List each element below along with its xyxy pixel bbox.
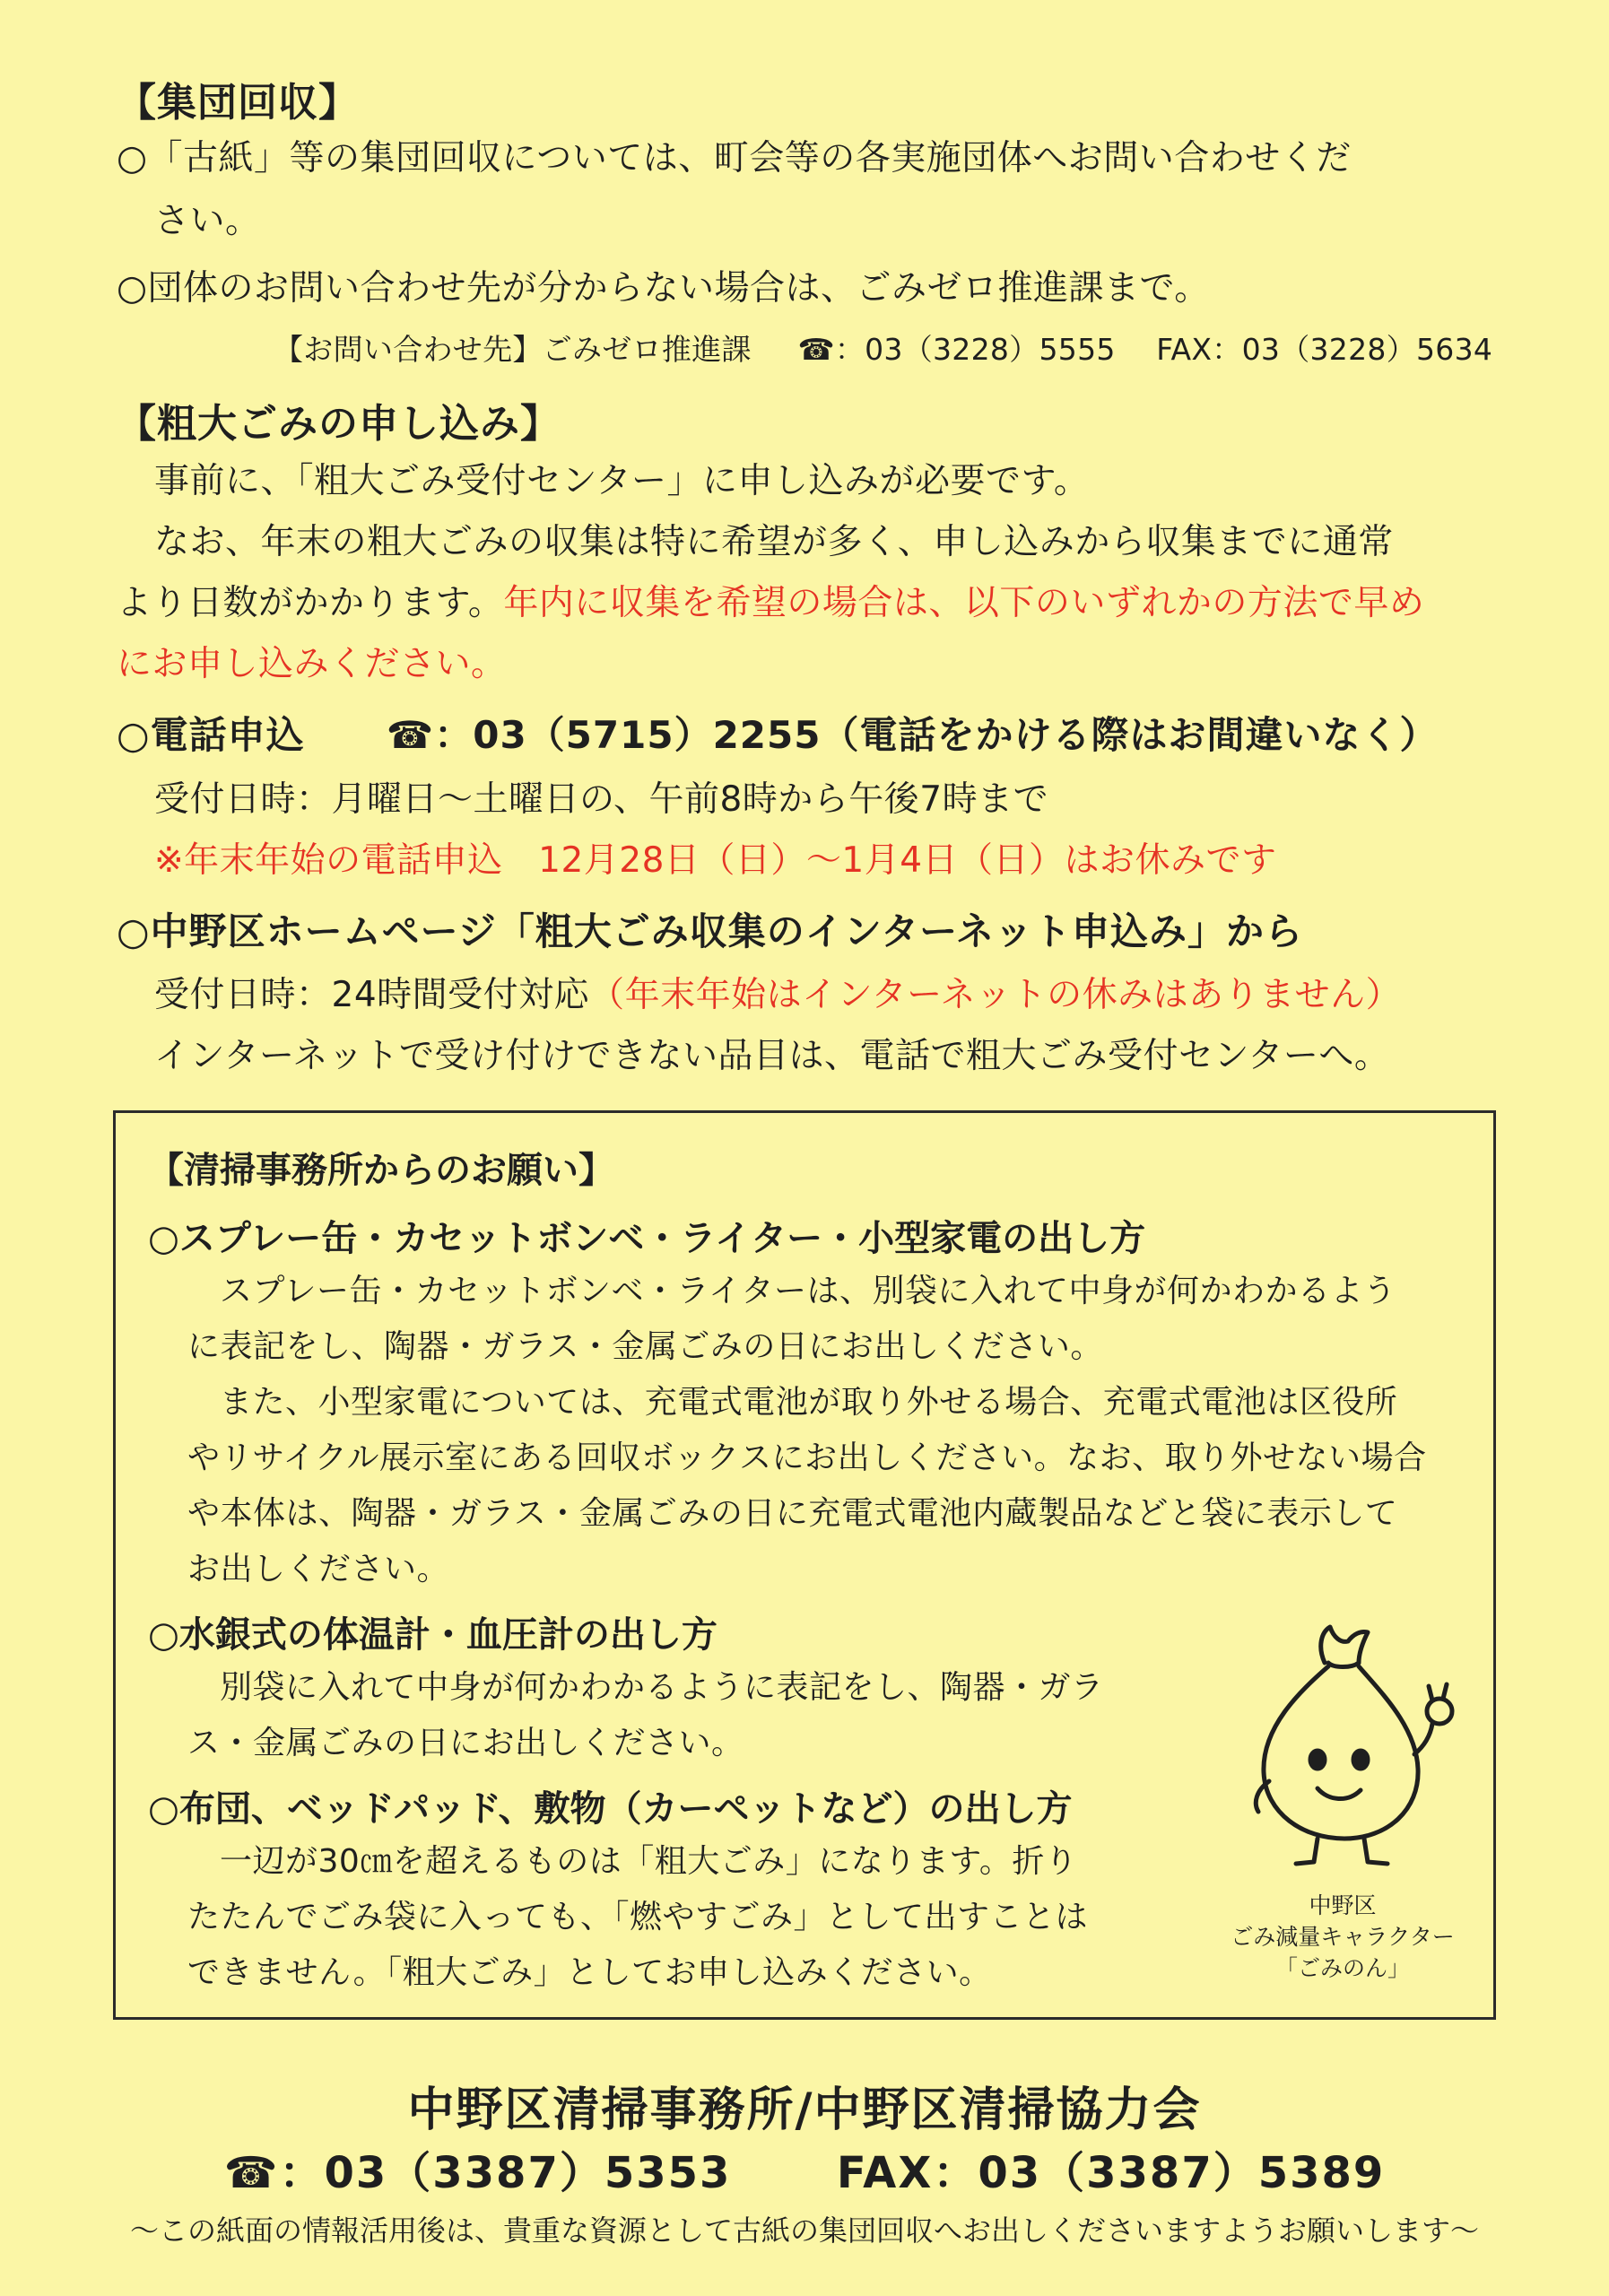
- futon-line2: たたんでごみ袋に入っても、「燃やすごみ」として出すことは: [187, 1899, 1089, 1935]
- phone-hours: 受付日時：月曜日～土曜日の、午前8時から午後7時まで: [154, 779, 1049, 820]
- footer-tel: ：03（3387）5353: [279, 2148, 732, 2198]
- group-collection-line1: ○「古紙」等の集団回収については、町会等の各実施団体へお問い合わせくだ: [117, 138, 1352, 178]
- spray-line5: や本体は、陶器・ガラス・金属ごみの日に充電式電池内蔵製品などと袋に表示して: [187, 1495, 1398, 1532]
- bulky-p2b-text: より日数がかかります。: [117, 583, 504, 623]
- phone-application: [117, 706, 1438, 760]
- mercury-line1: 別袋に入れて中身が何かわかるように表記をし、陶器・ガラ: [220, 1669, 1104, 1706]
- footer-fax: FAX：03（3387）5389: [836, 2148, 1386, 2198]
- requests-box: [113, 1110, 1496, 2020]
- web-holiday-note: （年末年始はインターネットの休みはありません）: [589, 975, 1402, 1015]
- futon-line3: できません。「粗大ごみ」としてお申し込みください。: [187, 1954, 992, 1991]
- phone-icon: ☎: [797, 332, 835, 367]
- mercury-line2: ス・金属ごみの日にお出しください。: [187, 1725, 744, 1761]
- mascot-caption-1: 中野区: [1309, 1892, 1377, 1918]
- bulky-p1: 事前に、「粗大ごみ受付センター」に申し込みが必要です。: [154, 461, 1090, 501]
- phone-icon: ☎: [386, 713, 435, 757]
- contact-fax: FAX：03（3228）5634: [1156, 332, 1493, 367]
- spray-line1: スプレー缶・カセットボンベ・ライターは、別袋に入れて中身が何かわかるよう: [220, 1273, 1396, 1309]
- gominon-mascot-illustration: [1228, 1611, 1461, 1880]
- footer-recycle-note: ～この紙面の情報活用後は、貴重な資源として古紙の集団回収へお出しくださいますようお願いします～: [129, 2213, 1479, 2248]
- web-application-label: ○中野区ホームページ「粗大ごみ収集のインターネット申込み」から: [117, 909, 1304, 953]
- spray-title: ○スプレー缶・カセットボンベ・ライター・小型家電の出し方: [148, 1218, 1146, 1259]
- phone-application-number: ：03（5715）2255（電話をかける際はお間違いなく）: [434, 713, 1439, 757]
- web-limit-note: インターネットで受け付けできない品目は、電話で粗大ごみ受付センターへ。: [154, 1036, 1390, 1076]
- requests-heading: 【清掃事務所からのお願い】: [148, 1150, 614, 1191]
- footer-contact: [0, 2138, 1609, 2200]
- group-collection-line1b: さい。: [154, 201, 261, 241]
- spray-line2: に表記をし、陶器・ガラス・金属ごみの日にお出しください。: [187, 1328, 1103, 1365]
- group-contact-info: [274, 326, 1492, 369]
- mascot-caption-3: 「ごみのん」: [1274, 1955, 1410, 1981]
- bulky-waste-heading: 【粗大ごみの申し込み】: [117, 401, 561, 447]
- bulky-p2c-warning: にお申し込みください。: [117, 644, 507, 684]
- phone-holiday-notice: ※年末年始の電話申込 12月28日（日）～1月4日（日）はお休みです: [154, 840, 1277, 881]
- spray-line6: お出しください。: [187, 1551, 450, 1587]
- spray-line3: また、小型家電については、充電式電池が取り外せる場合、充電式電池は区役所: [220, 1384, 1398, 1421]
- mercury-title: ○水銀式の体温計・血圧計の出し方: [148, 1614, 718, 1656]
- futon-line1: 一辺が30㎝を超えるものは「粗大ごみ」になります。折り: [220, 1843, 1078, 1880]
- web-hours-text: 受付日時：24時間受付対応: [154, 975, 590, 1015]
- phone-icon: ☎: [223, 2148, 280, 2198]
- spray-line4: やリサイクル展示室にある回収ボックスにお出しください。なお、取り外せない場合: [187, 1439, 1427, 1476]
- bulky-p2b: [117, 575, 1424, 625]
- web-hours: [154, 967, 1401, 1017]
- group-collection-heading: 【集団回収】: [117, 80, 359, 126]
- mascot-caption-2: ごみ減量キャラクター: [1231, 1924, 1455, 1950]
- footer-organization: 中野区清掃事務所/中野区清掃協力会: [407, 2083, 1202, 2137]
- group-contact-line: ○団体のお問い合わせ先が分からない場合は、ごみゼロ推進課まで。: [117, 268, 1210, 309]
- phone-application-label: ○電話申込: [117, 713, 305, 757]
- bulky-p2a: なお、年末の粗大ごみの収集は特に希望が多く、申し込みから収集までに通常: [154, 522, 1394, 562]
- contact-tel: ：03（3228）5555: [834, 332, 1116, 367]
- contact-label: 【お問い合わせ先】ごみゼロ推進課: [274, 332, 752, 367]
- bulky-p2b-warning: 年内に収集を希望の場合は、以下のいずれかの方法で早め: [503, 583, 1425, 623]
- futon-title: ○布団、ベッドパッド、敷物（カーペットなど）の出し方: [148, 1788, 1073, 1830]
